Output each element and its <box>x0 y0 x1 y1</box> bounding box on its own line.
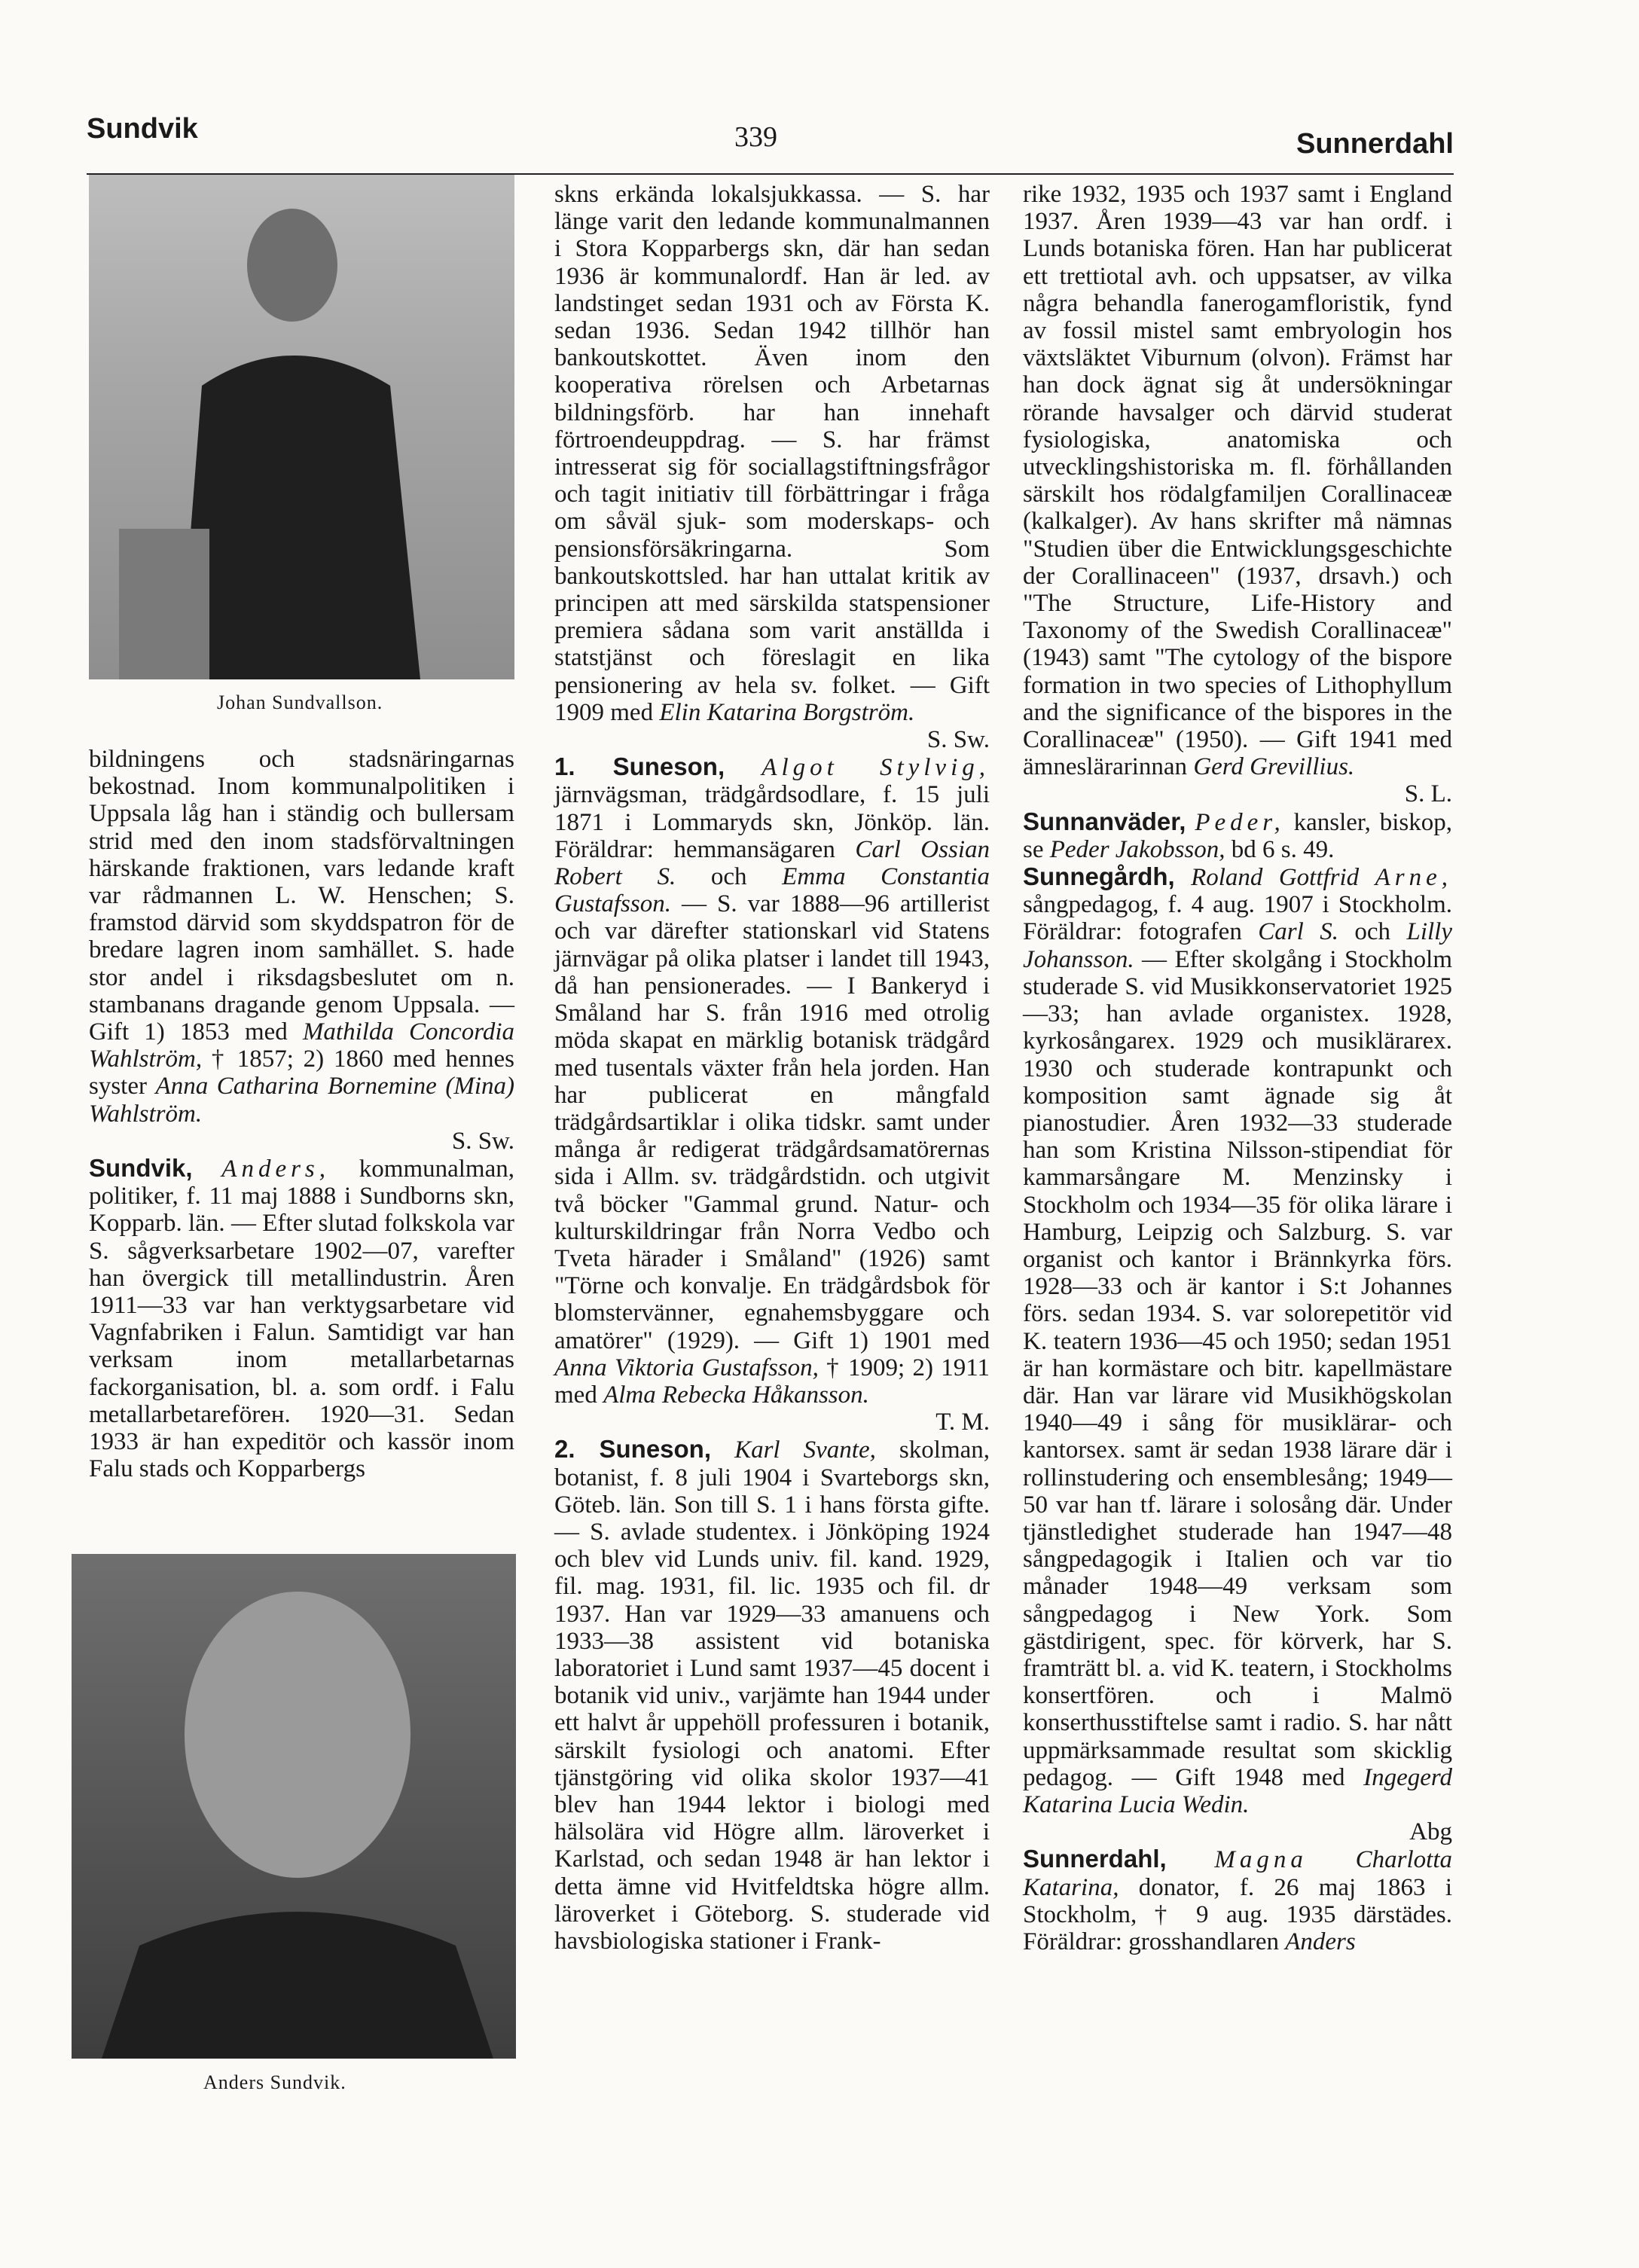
portrait-photo-johan-sundvallson <box>89 175 514 679</box>
photo-caption-2: Anders Sundvik. <box>203 2071 346 2093</box>
paragraph: skns erkända lokalsjukkassa. — S. har länge varit den ledande kommunalmannen i Stora Kopparbergs skn, där han sedan 1936 är kommunalordf. Han är led. av landstinget sedan 1931 och av Första K. sedan 1936. Sedan 1942 tillhör han bankoutskottet. Även inom den kooperativa rörelsen och Arbetarnas bildningsförb. har han innehaft förtroendeuppdrag. — S. har främst intresserat sig för sociallagstiftningsfrågor och tagit initiativ till förbättringar i fråga om såväl sjuk- som moderskaps- och pensionsförsäkringarna. Som bankoutskottsled. har han uttalat kritik av principen att med särskilda statspensioner premiera sådana som varit anställda i statstjänst och föreslagit en lika pensionering av hela sv. folket. — Gift 1909 med Elin Katarina Borgström. S. Sw. <box>554 181 990 754</box>
portrait-illustration-2 <box>72 1554 516 2059</box>
text-column-1 <box>89 746 514 1482</box>
page-number: 339 <box>734 121 777 153</box>
entry-suneson-algot: 1. Suneson, Algot Stylvig, järnvägsman, trädgårdsodlare, f. 15 juli 1871 i Lommaryds skn, Jönköp. län. Föräldrar: hemmansägaren Carl Ossian Robert S. och Emma Constantia Gustafsson. — S. var 1888—96 artillerist och var därefter stationskarl vid Statens järnvägar på olika platser i landet till 1943, då han pensionerades. — I Bankeryd i Småland har S. från 1916 med otrolig möda skapat en märklig botanisk trädgård med tusentals växter från hela jorden. Han har publicerat en mångfald trädgårdsartiklar i olika tidskr. samt under många år redigerat trädgårdsamatörernas sida i Allm. sv. trädgårdstidn. och utgivit två böcker "Gammal grund. Natur- och kulturskildringar från Norra Vedbo och Tveta härader i Småland" (1926) samt "Törne och konvalje. En trädgårdsbok för blomstervänner, egnahemsbyggare och amatörer" (1929). — Gift 1) 1901 med Anna Viktoria Gustafsson, † 1909; 2) 1911 med Alma Rebecka Håkansson. T. M. <box>554 752 990 1436</box>
signature: S. L. <box>1404 780 1452 808</box>
portrait-illustration-1 <box>89 175 514 679</box>
entry-sunnerdahl: Sunnerdahl, Magna Charlotta Katarina, donator, f. 26 maj 1863 i Stockholm, † 9 aug. 1935 därstädes. Föräldrar: grosshandlaren Anders <box>1023 1845 1453 1955</box>
paragraph: rike 1932, 1935 och 1937 samt i England 1937. Åren 1939—43 var han ordf. i Lunds botaniska fören. Han har publicerat ett trettiotal avh. och uppsatser, av vilka några behandla fanerogamfloristik, fynd av fossil mistel samt embryologin hos växtsläktet Viburnum (olvon). Främst har han dock ägnat sig åt undersökningar rörande havsalger och därvid studerat fysiologiska, anatomiska och utvecklingshistoriska m. fl. förhållanden särskilt hos rödalgfamiljen Corallinaceæ (kalkalger). Av hans skrifter må nämnas "Studien über die Entwicklungsgeschichte der Corallinaceen" (1937, drsavh.) och "The Structure, Life-History and Taxonomy of the Swedish Corallinaceæ" (1943) samt "The cytology of the bispore formation in two species of Lithophyllum and the significance of the bispores in the Corallinaceæ" (1950). — Gift 1941 med ämneslärarinnan Gerd Grevillius. S. L. <box>1023 181 1452 808</box>
text-column-3 <box>1023 181 1452 1955</box>
header-left-word: Sundvik <box>87 113 198 145</box>
portrait-photo-anders-sundvik <box>72 1554 516 2059</box>
text-column-2 <box>554 181 990 1955</box>
paragraph: bildningens och stadsnäringarnas bekostnad. Inom kommunalpolitiken i Uppsala låg han i ständig och bullersam strid med den inom stadsförvaltningen härskande fraktionen, vars ledande kraft var rådmannen L. W. Henschen; S. framstod därvid som skyddspatron för de bredare lagren inom samhället. S. hade stor andel i riksdagsbeslutet om n. stambanans dragande genom Uppsala. — Gift 1) 1853 med Mathilda Concordia Wahlström, † 1857; 2) 1860 med hennes syster Anna Catharina Bornemine (Mina) Wahlström. S. Sw. <box>89 746 514 1155</box>
signature: S. Sw. <box>926 726 990 754</box>
photo-caption-1: Johan Sundvallson. <box>217 691 383 713</box>
header-right-word: Sunnerdahl <box>1296 128 1454 160</box>
entry-sunnegardh: Sunnegårdh, Roland Gottfrid Arne, sångpedagog, f. 4 aug. 1907 i Stockholm. Föräldrar: fotografen Carl S. och Lilly Johansson. — Efter skolgång i Stockholm studerade S. vid Musikkonservatoriet 1925—33; han avlade organistex. 1928, kyrkosångarex. 1929 och musiklärarex. 1930 och studerade kontrapunkt och komposition samt ägnade sig åt pianostudier. Åren 1932—33 studerade han som Kristina Nilsson-stipendiat för kammarsångare M. Menzinsky i Stockholm och 1934—35 för olika lärare i Hamburg, Leipzig och Salzburg. S. var organist och kantor i Brännkyrka förs. 1928—33 och är kantor i S:t Johannes förs. sedan 1934. S. var solorepetitör vid K. teatern 1936—45 och 1950; sedan 1951 är han kormästare och bitr. kapellmästare där. Han var lärare vid Musikhögskolan 1940—49 i sång för musiklärar- och kantorsex. samt är sedan 1938 lärare där i rollinstudering och ensemblesång; 1949—50 var han tf. lärare i solosång där. Under tjänstledighet studerade han 1947—48 sångpedagogik i Italien och var tio månader 1948—49 verksam som sångpedagog i New York. Som gästdirigent, spec. för körverk, har S. framträtt bl. a. vid K. teatern, i Stockholms konsertfören. och i Malmö konserthusstiftelse samt i radio. S. har nått uppmärksammade resultat som skicklig pedagog. — Gift 1948 med Ingegerd Katarina Lucia Wedin. Abg <box>1023 862 1452 1846</box>
running-header <box>87 105 1454 175</box>
entry-suneson-karl: 2. Suneson, Karl Svante, skolman, botanist, f. 8 juli 1904 i Svarteborgs skn, Göteb. län. Son till S. 1 i hans första gifte. — S. avlade studentex. i Jönköping 1924 och blev vid Lunds univ. fil. kand. 1929, fil. mag. 1931, fil. lic. 1935 och fil. dr 1937. Han var 1929—33 amanuens och 1933—38 assistent vid botaniska laboratoriet i Lund samt 1937—45 docent i botanik vid univ., varjämte han 1944 under ett halvt år uppehöll professuren i botanik, särskilt fysiologi och anatomi. Efter tjänstgöring vid olika skolor 1937—41 blev han 1944 lektor i biologi med hälsolära vid Högre allm. läroverket i Karlstad, och sedan 1948 är han lektor i detta ämne vid Hvitfeldtska högre allm. läroverket i Göteborg. S. studerade vid havsbiologiska stationer i Frank- <box>554 1435 990 1955</box>
signature: S. Sw. <box>451 1127 514 1155</box>
signature: T. M. <box>935 1409 990 1436</box>
entry-sunnanvader: Sunnanväder, Peder, kansler, biskop, se Peder Jakobsson, bd 6 s. 49. <box>1023 807 1452 863</box>
entry-sundvik: Sundvik, Anders, kommunalman, politiker, f. 11 maj 1888 i Sundborns skn, Kopparb. län. — Efter slutad folkskola var S. sågverksarbetare 1902—07, varefter han övergick till metallindustrin. Åren 1911—33 var han verktygsarbetare vid Vagnfabriken i Falun. Samtidigt var han verksam inom metallarbetarnas fackorganisation, bl. a. som ordf. i Falu metallarbetareförен. 1920—31. Sedan 1933 är han expeditör och kassör inom Falu stads och Kopparbergs <box>89 1154 514 1483</box>
signature: Abg <box>1409 1818 1452 1846</box>
